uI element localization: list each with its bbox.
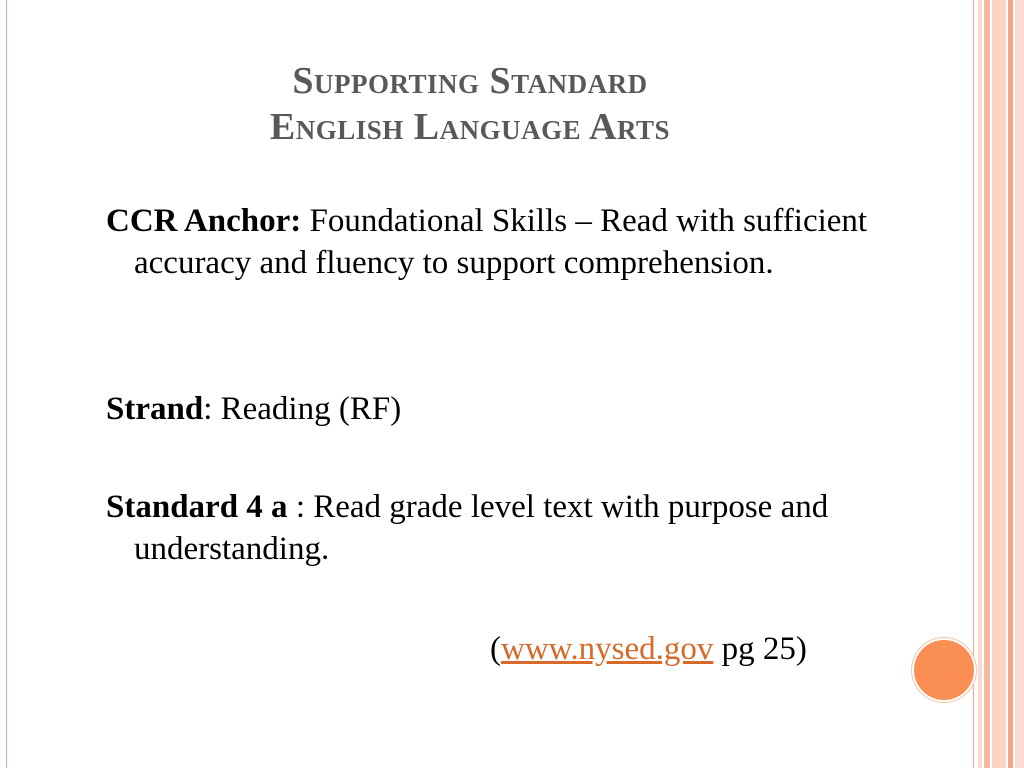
standard-label: Standard 4 a bbox=[106, 489, 288, 525]
anchor-paragraph bbox=[106, 200, 984, 284]
decorative-stripe bbox=[978, 0, 982, 768]
decorative-stripe bbox=[992, 0, 1006, 768]
strand-label: Strand bbox=[106, 391, 204, 427]
decorative-stripe bbox=[1015, 0, 1024, 768]
strand-text: : Reading (RF) bbox=[203, 391, 402, 427]
standard-text: : Read grade level text with purpose and understanding. bbox=[134, 489, 829, 567]
decorative-stripe bbox=[984, 0, 990, 768]
slide-title bbox=[140, 58, 800, 150]
title-line-2: English Language Arts bbox=[269, 106, 671, 148]
title-line-1: Supporting Standard bbox=[292, 60, 648, 102]
anchor-label: CCR Anchor: bbox=[106, 203, 302, 239]
citation-rest: pg 25) bbox=[713, 631, 807, 667]
strand-paragraph bbox=[106, 388, 984, 430]
nysed-link[interactable]: www.nysed.gov bbox=[501, 631, 714, 667]
anchor-text: Foundational Skills – Read with sufficient accuracy and fluency to support comprehension. bbox=[134, 203, 868, 281]
accent-circle-icon bbox=[914, 640, 974, 700]
decorative-stripe bbox=[1008, 0, 1013, 768]
citation bbox=[490, 628, 807, 670]
citation-open: ( bbox=[490, 631, 501, 667]
standard-paragraph bbox=[106, 486, 984, 570]
